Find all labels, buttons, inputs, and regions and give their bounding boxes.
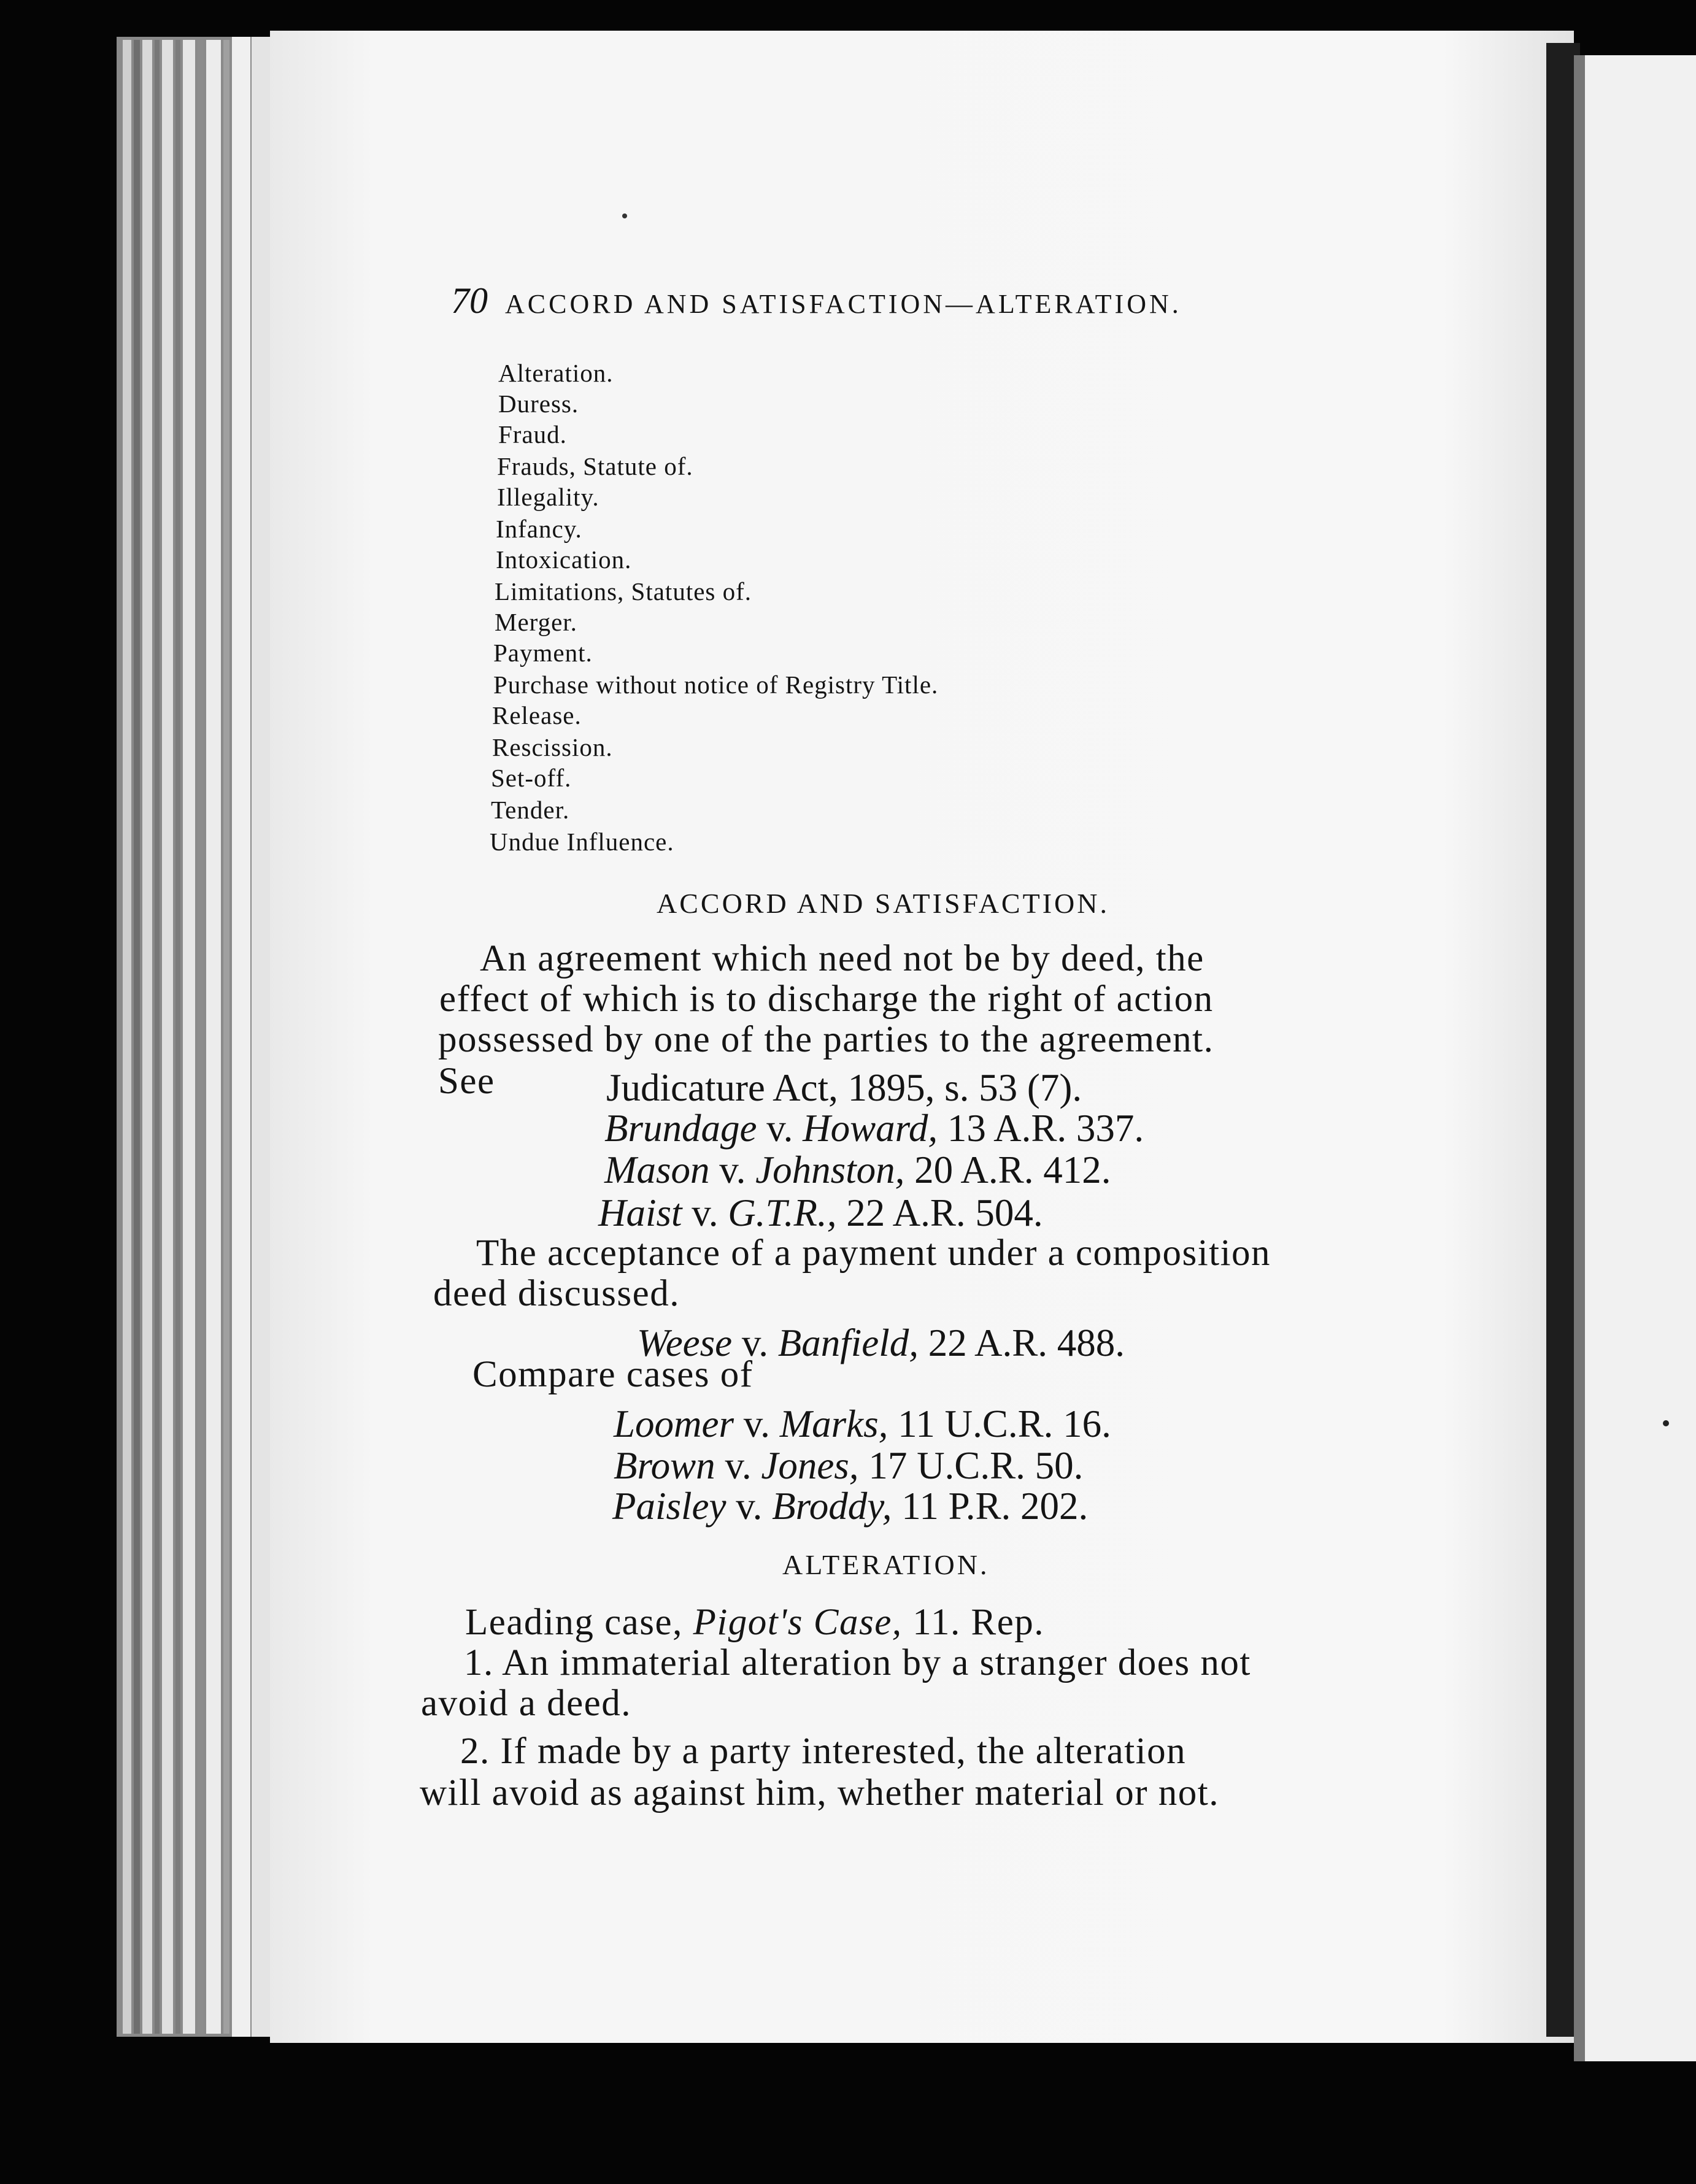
list-item: Set-off.	[491, 764, 572, 792]
list-item: Intoxication.	[496, 545, 632, 574]
composition-line: deed discussed.	[433, 1273, 680, 1314]
section-heading-alteration: ALTERATION.	[782, 1549, 990, 1580]
list-item: Duress.	[498, 390, 579, 418]
case-citation: Brundage v. Howard, 13 A.R. 337.	[604, 1107, 1144, 1150]
compare-label: Compare cases of	[472, 1354, 754, 1395]
rule-line: will avoid as against him, whether material or not.	[420, 1772, 1219, 1813]
list-item: Tender.	[491, 796, 570, 824]
page-number: 70	[451, 280, 488, 321]
see-label: See	[438, 1061, 495, 1102]
definition-line: An agreement which need not be by deed, the	[480, 938, 1205, 979]
list-item: Rescission.	[492, 733, 613, 761]
rule-line: 2. If made by a party interested, the alteration	[460, 1731, 1187, 1772]
case-citation: Weese v. Banfield, 22 A.R. 488.	[637, 1321, 1125, 1364]
running-head	[451, 282, 1182, 319]
list-item: Limitations, Statutes of.	[495, 577, 752, 606]
definition-line: effect of which is to discharge the right of action	[439, 979, 1214, 1020]
case-citation: Haist v. G.T.R., 22 A.R. 504.	[598, 1191, 1043, 1234]
list-item: Payment.	[493, 639, 593, 667]
case-citation: Mason v. Johnston, 20 A.R. 412.	[604, 1148, 1111, 1191]
rule-line: 1. An immaterial alteration by a stranger does not	[464, 1642, 1251, 1683]
list-item: Frauds, Statute of.	[497, 452, 693, 480]
case-citation: Paisley v. Broddy, 11 P.R. 202.	[612, 1485, 1089, 1528]
case-citation: Brown v. Jones, 17 U.C.R. 50.	[614, 1444, 1084, 1487]
composition-line: The acceptance of a payment under a composition	[476, 1232, 1271, 1274]
list-item: Release.	[492, 701, 582, 729]
list-item: Merger.	[495, 608, 577, 636]
case-citation: Loomer v. Marks, 11 U.C.R. 16.	[614, 1402, 1111, 1445]
list-item: Infancy.	[496, 515, 582, 543]
list-item: Undue Influence.	[490, 828, 674, 856]
list-item: Illegality.	[497, 483, 599, 511]
leading-case-line: Leading case, Pigot's Case, 11. Rep.	[465, 1602, 1045, 1643]
running-head-title: ACCORD AND SATISFACTION—ALTERATION.	[505, 289, 1182, 319]
list-item: Alteration.	[498, 359, 614, 387]
rule-line: avoid a deed.	[421, 1683, 631, 1724]
definition-line: possessed by one of the parties to the agreement.	[438, 1019, 1214, 1060]
statute-reference: Judicature Act, 1895, s. 53 (7).	[606, 1066, 1082, 1109]
section-heading-accord: ACCORD AND SATISFACTION.	[657, 888, 1109, 919]
list-item: Fraud.	[498, 420, 567, 448]
list-item: Purchase without notice of Registry Title.	[493, 671, 939, 699]
